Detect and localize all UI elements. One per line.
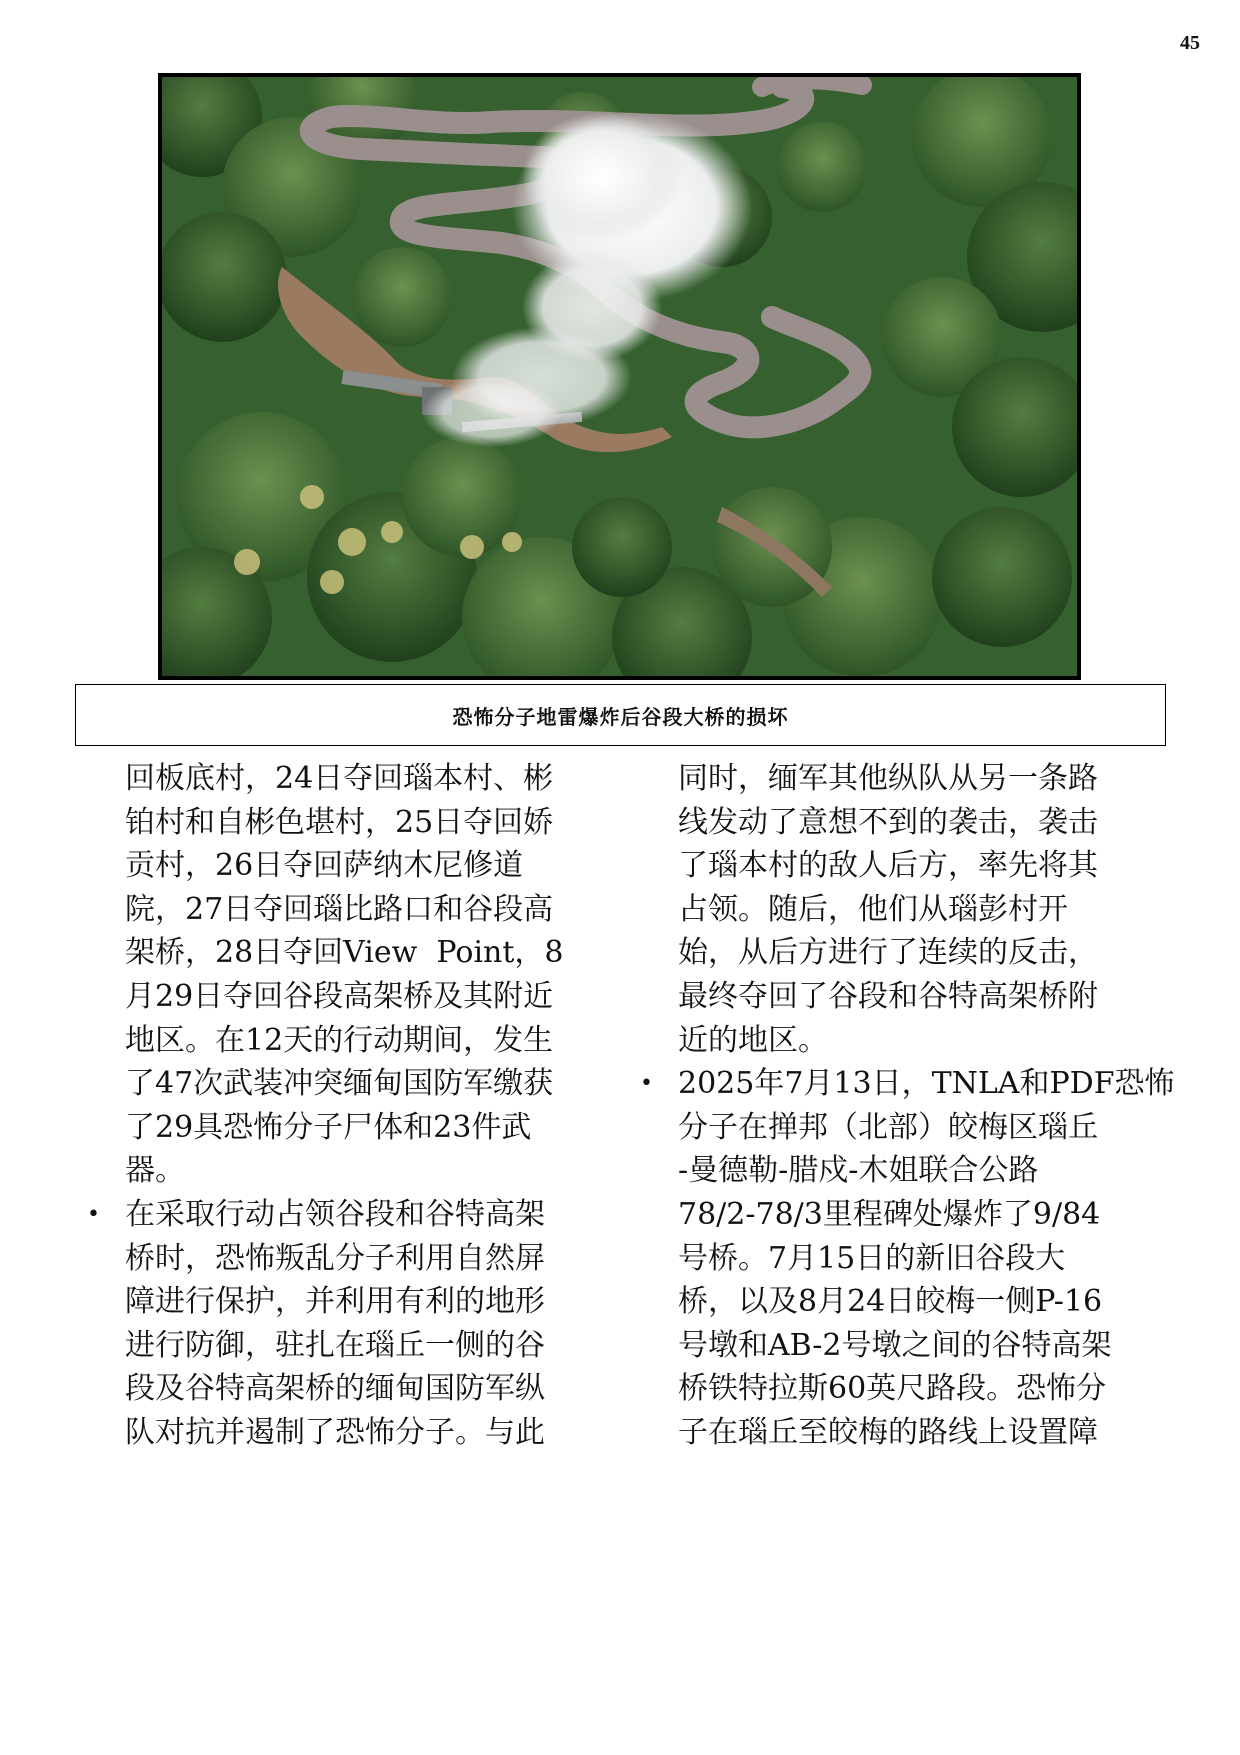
text-line: 段及谷特高架桥的缅甸国防军纵 <box>125 1371 545 1407</box>
text-line: 线发动了意想不到的袭击，袭击 <box>678 804 1098 840</box>
text-line: 号桥。7月15日的新旧谷段大 <box>678 1240 1066 1276</box>
text-line: 2025年7月13日，TNLA和PDF恐怖 <box>678 1066 1175 1102</box>
text-line: 队对抗并遏制了恐怖分子。与此 <box>125 1414 545 1450</box>
text-line: 贡村，26日夺回萨纳木尼修道 <box>125 848 524 884</box>
text-line: 占领。随后，他们从瑙彭村开 <box>678 891 1068 927</box>
text-line: 地区。在12天的行动期间，发生 <box>125 1022 554 1058</box>
aerial-landscape-illustration <box>162 77 1077 676</box>
text-line: 始，从后方进行了连续的反击， <box>678 935 1098 971</box>
text-line: 进行防御，驻扎在瑙丘一侧的谷 <box>125 1327 545 1363</box>
text-line: 最终夺回了谷段和谷特高架桥附 <box>678 978 1098 1014</box>
text-line: 近的地区。 <box>678 1022 828 1058</box>
paragraph <box>125 757 600 1193</box>
figure-caption: 恐怖分子地雷爆炸后谷段大桥的损坏 <box>452 704 789 729</box>
text-line: 桥时，恐怖叛乱分子利用自然屏 <box>125 1240 545 1276</box>
bullet-dot-icon: • <box>87 1201 100 1227</box>
right-column <box>640 757 1175 1455</box>
paragraph <box>678 757 1158 1062</box>
text-line: -曼德勒-腊戍-木姐联合公路 <box>678 1153 1039 1189</box>
left-column <box>87 757 600 1455</box>
text-line: 回板底村，24日夺回瑙本村、彬 <box>125 761 554 796</box>
text-line: 铂村和自彬色堪村，25日夺回娇 <box>125 804 554 840</box>
page-number: 45 <box>1180 32 1200 54</box>
text-line: 在采取行动占领谷段和谷特高架 <box>125 1196 545 1232</box>
bullet-dot-icon: • <box>640 1071 653 1097</box>
text-line: 院，27日夺回瑙比路口和谷段高 <box>125 891 554 927</box>
text-line: 障进行保护，并利用有利的地形 <box>125 1284 545 1320</box>
text-line: 月29日夺回谷段高架桥及其附近 <box>125 978 554 1014</box>
text-line: 号墩和AB-2号墩之间的谷特高架 <box>678 1327 1112 1363</box>
text-line: 了瑙本村的敌人后方，率先将其 <box>678 848 1098 884</box>
text-line: 78/2-78/3里程碑处爆炸了9/84 <box>678 1196 1101 1232</box>
bullet-paragraph <box>87 1193 600 1455</box>
figure-caption-box <box>75 684 1166 746</box>
text-line: 子在瑙丘至皎梅的路线上设置障 <box>678 1414 1098 1450</box>
text-line: 器。 <box>125 1153 185 1189</box>
text-line: 了47次武装冲突缅甸国防军缴获 <box>125 1066 554 1102</box>
text-line: 同时，缅军其他纵队从另一条路 <box>678 761 1098 796</box>
text-line: 了29具恐怖分子尸体和23件武 <box>125 1109 532 1145</box>
text-line: 分子在掸邦（北部）皎梅区瑙丘 <box>678 1109 1098 1145</box>
text-line: 桥，以及8月24日皎梅一侧P-16 <box>678 1284 1103 1320</box>
text-line: 架桥，28日夺回View Point，8 <box>125 935 564 971</box>
bridge-damage-photo <box>158 73 1081 680</box>
bullet-paragraph <box>640 1062 1175 1454</box>
text-line: 桥铁特拉斯60英尺路段。恐怖分 <box>678 1371 1107 1407</box>
